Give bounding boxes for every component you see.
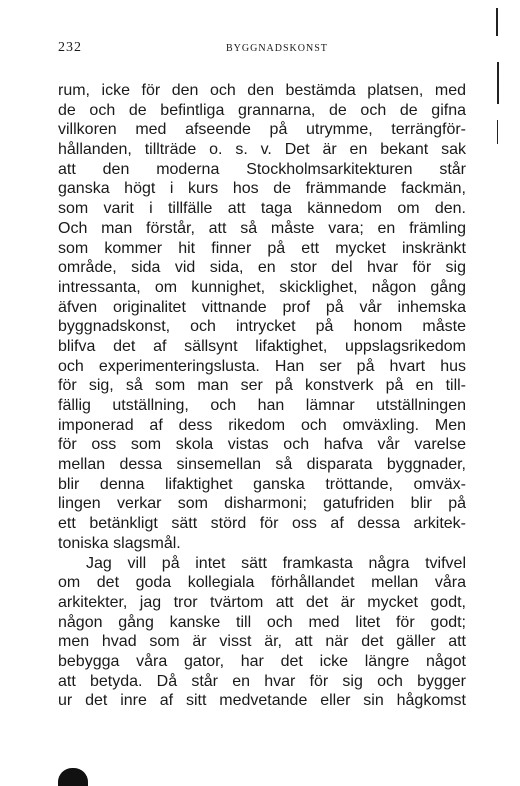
text-line: arkitekter, jag tror tvärtom att det är mycket godt, xyxy=(58,593,466,611)
text-line: mellan dessa sinsemellan så disparata byggnader, xyxy=(58,456,466,474)
text-line: ett betänkligt sätt störd för oss af dessa arkitek- xyxy=(58,515,466,533)
page-edge-mark xyxy=(497,120,498,144)
text-line: blir denna lifaktighet ganska tröttande, omväx- xyxy=(58,475,466,493)
text-line: äfven originalitet vittnande prof på vår inhemska xyxy=(58,298,466,316)
text-line: villkoren med afseende på utrymme, terrängför- xyxy=(58,121,466,139)
text-line: område, sida vid sida, en stor del hvar för sig xyxy=(58,259,466,277)
text-line: byggnadskonst, och intrycket på honom måste xyxy=(58,318,466,336)
text-line: för sig, så som man ser på konstverk på en till- xyxy=(58,377,466,395)
text-line: men hvad som är visst är, att när det gäller att xyxy=(58,633,466,651)
text-line: de och de befintliga grannarna, de och de gifna xyxy=(58,101,466,119)
ink-blot xyxy=(58,768,88,786)
text-line: som varit i tillfälle att taga kännedom om den. xyxy=(58,200,466,218)
text-line: att den moderna Stockholmsarkitekturen står xyxy=(58,160,466,178)
text-line: hållanden, tillträde o. s. v. Det är en bekant sak xyxy=(58,141,466,159)
page-number: 232 xyxy=(58,40,82,55)
text-line: blifva det af sällsynt lifaktighet, uppslagsrikedom xyxy=(58,337,466,355)
paragraph-end-line: toniska slagsmål. xyxy=(58,534,181,552)
text-line: lingen verkar som disharmoni; gatufriden blir på xyxy=(58,495,466,513)
text-line: som kommer hit finner på ett mycket inskränkt xyxy=(58,239,466,257)
text-line: och experimenteringslusta. Han ser på hvart hus xyxy=(58,357,466,375)
text-line: intressanta, om kunnighet, skicklighet, någon gång xyxy=(58,278,466,296)
text-line: Och man förstår, att så måste vara; en främling xyxy=(58,219,466,237)
page-edge-mark xyxy=(497,62,499,104)
running-head: BYGGNADSKONST xyxy=(226,43,328,54)
body-text xyxy=(58,81,466,711)
text-line: att betyda. Då står en hvar för sig och bygger xyxy=(58,672,466,690)
text-line: fällig utställning, och han lämnar utställningen xyxy=(58,397,466,414)
text-line: för oss som skola vistas och hafva vår varelse xyxy=(58,436,466,454)
text-line: ur det inre af sitt medvetande eller sin hågkomst xyxy=(58,692,466,710)
text-line: ganska högt i kurs hos de främmande fackmän, xyxy=(58,180,466,198)
text-line: bebygga våra gator, har det icke längre något xyxy=(58,652,466,670)
text-line: om det goda kollegiala förhållandet mellan våra xyxy=(58,574,466,592)
text-line: imponerad af dess rikedom och omväxling. Men xyxy=(58,416,466,434)
page-edge-mark xyxy=(496,8,498,36)
text-line: rum, icke för den och den bestämda platsen, med xyxy=(58,82,466,99)
text-line: någon gång kanske till och med litet för godt; xyxy=(58,613,466,631)
paragraph-start-line: Jag vill på intet sätt framkasta några tvifvel xyxy=(86,554,466,572)
